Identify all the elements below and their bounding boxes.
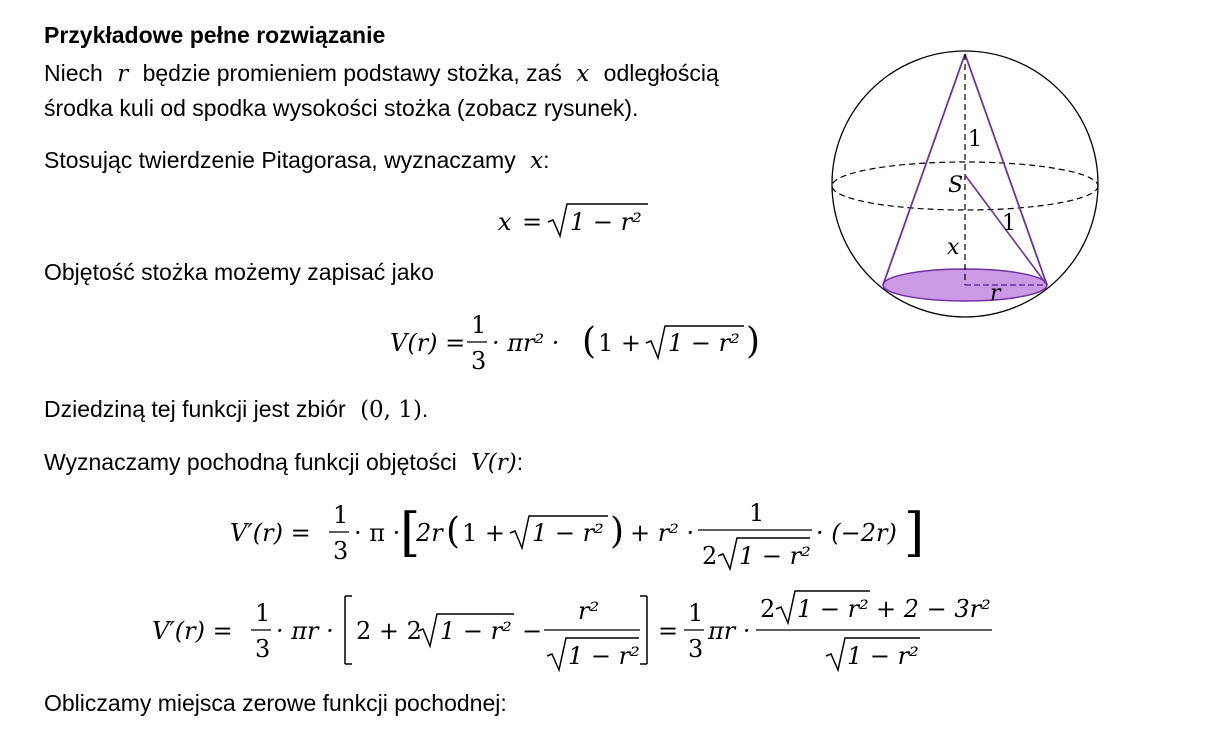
eq-v-radicand: 1 − r²	[668, 329, 740, 357]
eq-v-num: 1	[471, 311, 487, 339]
intro-line-2: środka kuli od spodka wysokości stożka (zobacz rysunek).	[44, 95, 639, 121]
label-r: r	[990, 281, 1001, 306]
intro-text-1: Niech	[44, 60, 103, 86]
eq-d1-left-bracket: [	[400, 503, 421, 563]
pythagoras-text: Stosując twierdzenie Pitagorasa, wyznaczamy	[44, 147, 516, 173]
eq-v-den: 3	[471, 347, 487, 375]
eq-d1-neg: · (−2r)	[816, 519, 897, 547]
domain-text: Dziedziną tej funkcji jest zbiór	[44, 396, 346, 422]
eq-d1-lhs: V′(r) =	[230, 519, 311, 547]
eq-d2-frac-num: r²	[578, 597, 600, 625]
solution-heading: Przykładowe pełne rozwiązanie	[44, 22, 386, 48]
cone-right-side	[965, 54, 1047, 285]
label-S: S	[948, 173, 964, 198]
eq-d2-num-2: 1	[688, 599, 704, 627]
label-x: x	[947, 235, 960, 260]
var-x: x	[576, 61, 590, 87]
eq-d2-two-plus-two: 2 + 2	[356, 617, 422, 645]
eq-d1-open-paren: (	[446, 511, 461, 552]
eq-d1-frac-num: 1	[749, 499, 765, 527]
eq-d1-frac-den-rad: 1 − r²	[739, 542, 811, 570]
eq-d2-big-num-rest: + 2 − 3r²	[876, 595, 991, 623]
intro-text-2: będzie promieniem podstawy stożka, zaś	[142, 60, 562, 86]
eq-d1-right-bracket: ]	[904, 503, 925, 563]
eq-d1-one-plus: 1 +	[462, 519, 506, 547]
eq-x-lhs: x	[498, 208, 512, 236]
eq-d2-big-num-two: 2	[760, 595, 776, 623]
eq-v-mid: · πr² ·	[492, 329, 560, 357]
eq-d2-left-bracket: [	[348, 592, 358, 620]
eq-v-one-plus: 1 +	[598, 329, 642, 357]
intro-text-3: odległością	[603, 60, 719, 86]
eq-v-close-paren: )	[746, 321, 761, 362]
eq-d2-den-2: 3	[688, 635, 704, 663]
pythagoras-colon: :	[543, 147, 550, 173]
derivative-colon: :	[516, 449, 524, 475]
eq-d2-pir-2: πr ·	[708, 617, 751, 645]
eq-x-equals: =	[522, 208, 543, 236]
eq-d2-num: 1	[255, 599, 271, 627]
domain-interval: (0, 1)	[360, 397, 422, 423]
equation-derivative-1	[228, 496, 928, 574]
eq-d1-plus-r2: + r² ·	[630, 519, 695, 547]
eq-d1-pi: · π ·	[354, 519, 401, 547]
zeros-line: Obliczamy miejsca zerowe funkcji pochodnej:	[44, 690, 507, 716]
intro-line-1	[44, 59, 719, 88]
derivative-text: Wyznaczamy pochodną funkcji objętości	[44, 449, 457, 475]
eq-d2-pir: · πr ·	[276, 617, 334, 645]
eq-d1-radicand: 1 − r²	[532, 519, 604, 547]
eq-d2-minus: −	[522, 617, 543, 645]
eq-d2-right-bracket: ]	[642, 592, 652, 620]
eq-d2-frac-den-rad: 1 − r²	[568, 642, 640, 670]
eq-d1-two-r: 2r	[416, 519, 443, 547]
domain-line	[44, 395, 428, 424]
eq-d2-den: 3	[255, 635, 271, 663]
eq-d2-equals-2: =	[658, 617, 679, 645]
eq-d2-lhs: V′(r) =	[152, 617, 233, 645]
pythagoras-line	[44, 146, 549, 175]
derivative-intro	[44, 448, 523, 477]
volume-intro: Objętość stożka możemy zapisać jako	[44, 259, 434, 285]
eq-d2-big-den-rad: 1 − r²	[847, 642, 919, 670]
eq-d2-big-num-rad: 1 − r²	[797, 595, 869, 623]
label-1-top: 1	[968, 127, 982, 152]
equation-derivative-2	[150, 586, 1000, 676]
pythagoras-var: x	[530, 148, 544, 174]
eq-d1-close-paren: )	[610, 511, 625, 552]
equation-x	[496, 198, 656, 242]
sphere-cone-figure	[828, 50, 1103, 325]
eq-d1-den: 3	[333, 537, 349, 565]
domain-dot: .	[421, 396, 429, 422]
eq-x-radicand: 1 − r²	[570, 208, 642, 236]
eq-d1-num: 1	[333, 501, 349, 529]
equation-volume	[388, 306, 768, 376]
label-1-side: 1	[1002, 211, 1016, 236]
eq-v-open-paren: (	[582, 321, 597, 362]
eq-v-lhs: V(r) =	[390, 329, 466, 357]
eq-d1-frac-den-two: 2	[702, 542, 718, 570]
derivative-func: V(r)	[471, 450, 517, 476]
var-r: r	[117, 61, 129, 87]
eq-d2-radicand-1: 1 − r²	[440, 617, 512, 645]
